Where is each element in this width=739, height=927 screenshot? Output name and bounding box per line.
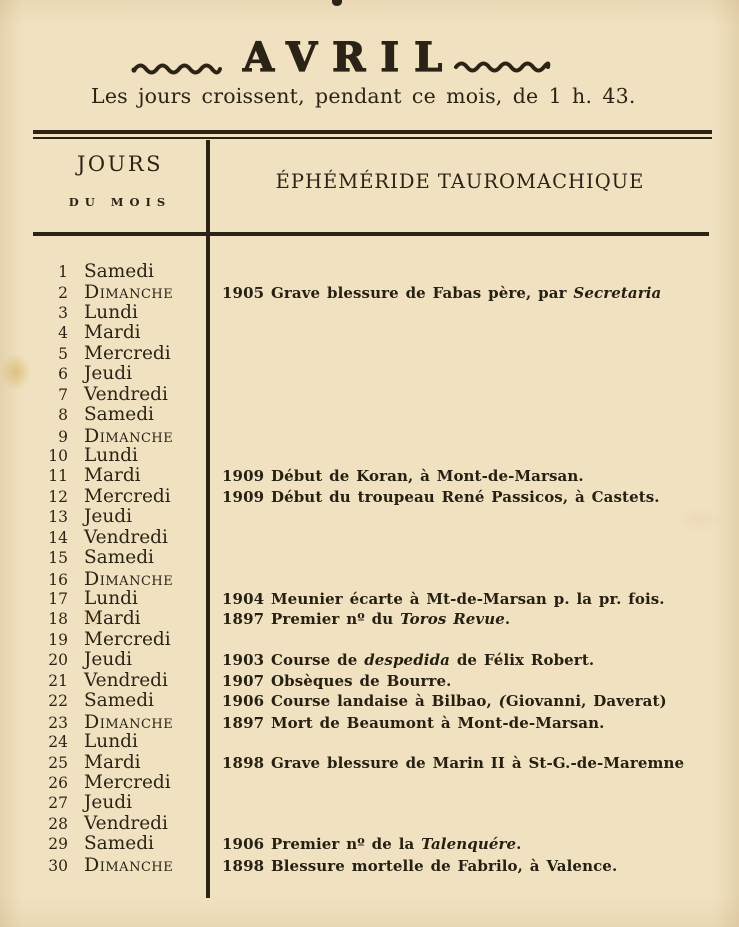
day-number: 30 [48, 856, 68, 875]
day-number: 11 [48, 467, 68, 486]
day-name: Mercredi [84, 342, 171, 364]
calendar-row [0, 854, 739, 874]
day-name: Vendredi [84, 526, 168, 548]
calendar-row [0, 322, 739, 342]
event-text-segment: 1898 Blessure mortelle de Fabrilo, à Valence. [222, 856, 618, 875]
day-number: 10 [48, 446, 68, 465]
column-header-du-mois: DU MOIS [68, 195, 172, 209]
day-number: 22 [48, 692, 68, 711]
day-number: 1 [58, 263, 68, 281]
day-name: Mardi [84, 322, 141, 344]
calendar-row [0, 302, 739, 322]
calendar-row [0, 629, 739, 649]
ephemeris-entry [222, 714, 604, 732]
day-number: 28 [48, 814, 68, 833]
day-name: Mercredi [84, 628, 171, 650]
ephemeris-entry [222, 467, 584, 485]
calendar-row [0, 752, 739, 772]
day-number: 14 [48, 528, 68, 547]
event-text-segment: . [516, 835, 522, 854]
wavy-ornament-right-icon [453, 58, 551, 74]
event-text-segment: 1898 Grave blessure de Marin II à St-G.-de-Maremne [222, 753, 685, 772]
day-name: Lundi [84, 588, 138, 609]
day-name: Mardi [84, 465, 141, 487]
calendar-row [0, 445, 739, 465]
ephemeris-entry [222, 672, 451, 690]
day-name: Samedi [84, 404, 154, 426]
day-name: Jeudi [84, 363, 133, 385]
calendar-row [0, 527, 739, 547]
calendar-row [0, 670, 739, 690]
ephemeris-entry [222, 754, 684, 772]
calendar-row [0, 547, 739, 567]
day-number: 8 [58, 406, 68, 425]
calendar-row [0, 711, 739, 731]
day-number: 2 [58, 284, 68, 303]
ephemeris-entry [222, 651, 594, 669]
event-text-segment: Secretaria [573, 284, 662, 303]
day-name: Lundi [84, 444, 138, 466]
day-name: Jeudi [84, 506, 133, 528]
event-text-segment: . [504, 610, 511, 629]
ink-speck [332, 0, 342, 6]
event-text-segment: 1907 Obsèques de Bourre. [222, 671, 452, 690]
day-name: Mercredi [84, 771, 171, 793]
day-number: 20 [48, 651, 68, 670]
event-text-segment: Toros Revue [400, 610, 505, 629]
event-text-segment: Talenquére [421, 835, 517, 854]
day-number: 18 [48, 610, 68, 629]
day-number: 29 [48, 835, 68, 854]
calendar-row [0, 833, 739, 853]
calendar-row [0, 281, 739, 304]
calendar-row [0, 384, 739, 404]
day-name: Dimanche [84, 853, 174, 876]
day-name: Lundi [84, 731, 138, 753]
day-name: Lundi [84, 301, 138, 323]
day-number: 3 [58, 303, 68, 322]
calendar-row [0, 588, 739, 608]
day-number: 15 [48, 549, 68, 568]
calendar-row [0, 343, 739, 363]
event-text-segment: ( [498, 692, 506, 711]
page-title: AVRIL [243, 34, 458, 81]
day-name: Dimanche [84, 424, 174, 447]
ephemeris-entry [222, 692, 667, 710]
day-number: 25 [48, 753, 68, 772]
column-header-jours: JOURS [76, 152, 164, 176]
calendar-row [0, 690, 739, 710]
day-name: Mardi [84, 751, 141, 773]
ephemeris-entry [222, 610, 510, 628]
event-text-segment: de Félix Robert. [450, 651, 595, 670]
event-text-segment: 1905 Grave blessure de Fabas père, par [222, 284, 574, 303]
event-text-segment: 1904 Meunier écarte à Mt-de-Marsan p. la pr. fois. [222, 590, 665, 608]
calendar-row [0, 608, 739, 628]
calendar-row [0, 425, 739, 445]
day-number: 24 [48, 733, 68, 752]
calendar-rows [0, 261, 739, 874]
calendar-row [0, 506, 739, 526]
day-number: 16 [48, 570, 68, 589]
event-text-segment: 1909 Début du troupeau René Passicos, à Castets. [222, 487, 660, 506]
day-name: Dimanche [84, 710, 174, 733]
day-name: Dimanche [84, 567, 174, 590]
event-text-segment: despedida [364, 651, 450, 670]
day-number: 19 [48, 630, 68, 649]
day-number: 12 [48, 487, 68, 506]
day-name: Vendredi [84, 669, 168, 691]
column-header-ephemeride: ÉPHÉMÉRIDE TAUROMACHIQUE [275, 170, 645, 193]
calendar-row [0, 404, 739, 424]
day-name: Mardi [84, 608, 141, 630]
day-name: Jeudi [84, 792, 133, 814]
day-number: 9 [58, 427, 68, 446]
event-text-segment: 1897 Mort de Beaumont à Mont-de-Marsan. [222, 713, 605, 732]
calendar-row [0, 813, 739, 833]
day-name: Samedi [84, 261, 154, 282]
day-number: 17 [48, 590, 68, 608]
day-name: Mercredi [84, 485, 171, 507]
calendar-row [0, 261, 739, 281]
calendar-row [0, 772, 739, 792]
calendar-row [0, 731, 739, 751]
day-number: 27 [48, 794, 68, 813]
day-number: 4 [58, 324, 68, 343]
day-number: 26 [48, 773, 68, 792]
calendar-row [0, 363, 739, 383]
day-number: 6 [58, 365, 68, 384]
event-text-segment: 1906 Course landaise à Bilbao, [222, 692, 499, 711]
wavy-ornament-left-icon [131, 60, 223, 76]
calendar-row [0, 649, 739, 669]
top-double-rule [33, 130, 712, 139]
day-number: 5 [58, 344, 68, 363]
day-number: 7 [58, 385, 68, 404]
ephemeris-entry [222, 857, 617, 875]
header-underline [33, 232, 709, 236]
day-name: Samedi [84, 833, 154, 855]
day-number: 13 [48, 508, 68, 527]
calendar-row [0, 486, 739, 506]
day-number: 21 [48, 671, 68, 690]
day-name: Dimanche [84, 281, 174, 304]
day-name: Jeudi [84, 649, 133, 671]
day-name: Samedi [84, 690, 154, 712]
event-text-segment: 1906 Premier nº de la [222, 835, 422, 854]
calendar-row [0, 568, 739, 588]
day-number: 23 [48, 713, 68, 732]
ephemeris-entry [222, 835, 521, 853]
calendar-row [0, 792, 739, 812]
day-name: Samedi [84, 547, 154, 569]
ephemeris-entry [222, 590, 665, 608]
event-text-segment: 1897 Premier nº du [222, 610, 401, 629]
event-text-segment: Giovanni, Daverat) [505, 692, 667, 711]
subtitle: Les jours croissent, pendant ce mois, de 1 h. 43. [91, 84, 636, 108]
event-text-segment: 1909 Début de Koran, à Mont-de-Marsan. [222, 467, 584, 486]
ephemeris-entry [222, 488, 660, 506]
calendar-row [0, 465, 739, 485]
day-name: Vendredi [84, 812, 168, 834]
day-name: Vendredi [84, 383, 168, 405]
ephemeris-entry [222, 284, 661, 302]
event-text-segment: 1903 Course de [222, 651, 365, 670]
